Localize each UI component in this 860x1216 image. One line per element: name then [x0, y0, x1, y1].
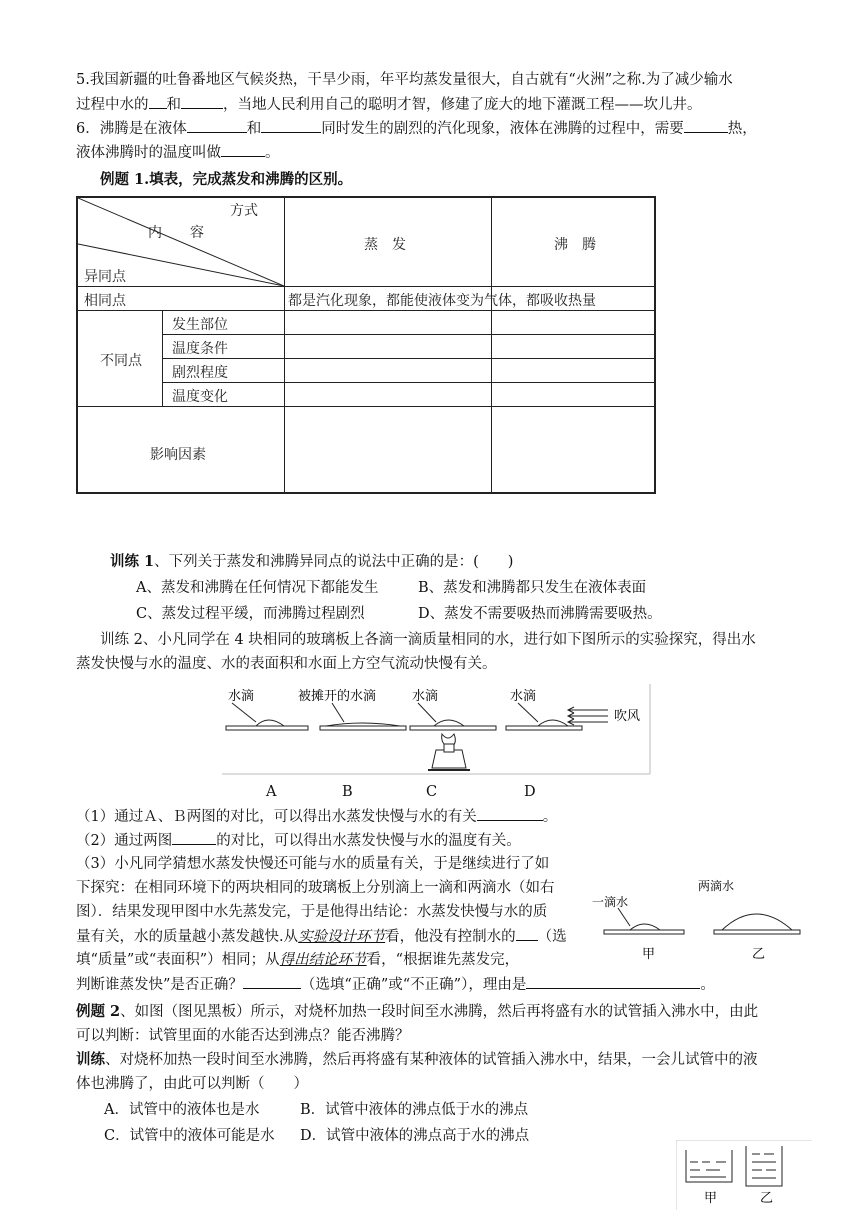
sub3-text: 看，他没有控制水的 — [385, 929, 516, 945]
sub-row: 温度变化 — [172, 389, 228, 405]
sub3-line5 — [76, 950, 519, 970]
figure-letter-d: D — [524, 784, 536, 800]
train1-option-c: C、蒸发过程平缓，而沸腾过程剧烈 — [136, 606, 365, 622]
sub3-line1: （3）小凡同学猜想水蒸发快慢还可能与水的质量有关，于是继续进行了如 — [76, 856, 550, 872]
figure-letter-b: B — [342, 784, 353, 800]
train3-option-a: A．试管中的液体也是水 — [104, 1102, 260, 1118]
train3-option-c: C．试管中的液体可能是水 — [104, 1128, 275, 1144]
sub-row: 剧烈程度 — [172, 365, 228, 381]
same-content: 都是汽化现象，都能使液体变为气体，都吸收热量 — [288, 293, 596, 309]
table-divider — [162, 382, 654, 383]
train3-label: 训练 — [76, 1051, 105, 1068]
q5-text: 过程中水的 — [76, 97, 149, 113]
q5-text: 和 — [166, 97, 181, 113]
table-divider — [78, 310, 654, 311]
col-boiling: 沸 腾 — [554, 237, 596, 253]
train2-line2: 蒸发快慢与水的温度、水的表面积和水面上方空气流动快慢有关。 — [76, 656, 497, 672]
drops-figure — [592, 876, 804, 962]
blank[interactable] — [149, 94, 167, 109]
example2-line2: 可以判断：试管里面的水能否达到沸点？能否沸腾？ — [76, 1028, 410, 1044]
sub3-text: 判断谁蒸发快”是否正确？ — [76, 977, 243, 993]
blank[interactable] — [261, 118, 321, 133]
figure-letter-a: A — [266, 784, 277, 800]
train3-line2: 体也沸腾了，由此可以判断（ ） — [76, 1076, 308, 1092]
label-a: 水滴 — [228, 689, 255, 704]
q5-line2 — [76, 94, 702, 115]
sub3-text: 填“质量”或“表面积”）相同；从 — [76, 952, 280, 968]
header-mid: 内 容 — [148, 225, 204, 241]
two-drops-label: 两滴水 — [698, 879, 735, 893]
sub3-line6 — [76, 974, 715, 995]
q5-line1: 5.我国新疆的吐鲁番地区气候炎热，干旱少雨，年平均蒸发量很大，自古就有“火洲”之称.为了减少输水 — [76, 72, 733, 88]
col-evaporation: 蒸 发 — [364, 237, 406, 253]
table-divider — [491, 198, 492, 494]
blank[interactable] — [243, 974, 301, 989]
sub2-text: （2）通过两图 — [76, 833, 173, 849]
label-b: 被摊开的水滴 — [298, 689, 377, 704]
q5-text: ，当地人民利用自己的聪明才智，修建了庞大的地下灌溉工程——坎儿井。 — [223, 97, 702, 113]
table-divider — [78, 286, 654, 287]
q6-line2 — [76, 142, 280, 163]
row-same: 相同点 — [84, 293, 126, 309]
beaker-yi-label: 乙 — [760, 1191, 774, 1206]
beaker-jia-label: 甲 — [704, 1191, 718, 1206]
blank[interactable] — [181, 94, 223, 109]
sub3-text: 。 — [700, 977, 715, 993]
sub2-text: 的对比，可以得出水蒸发快慢与水的温度有关。 — [216, 833, 521, 849]
label-c: 水滴 — [412, 689, 439, 704]
label-d: 水滴 — [510, 689, 537, 704]
sub1-text: 。 — [542, 809, 558, 825]
q6-text: 和 — [246, 121, 262, 137]
q6-text: 6．沸腾是在液体 — [76, 121, 187, 137]
sub3-emphasis: 实验设计环节 — [298, 929, 386, 945]
example2-line1 — [76, 1002, 758, 1022]
figure-letter-c: C — [426, 784, 438, 800]
train1-label: 训练 1 — [110, 553, 155, 570]
example2-text: 、如图（图见黑板）所示，对烧杯加热一段时间至水沸腾，然后再将盛有水的试管插入沸水中，由此 — [120, 1004, 759, 1020]
sub3-emphasis: 得出结论环节 — [279, 952, 367, 968]
train3-text: 、对烧杯加热一段时间至水沸腾，然后再将盛有某种液体的试管插入沸水中，结果，一会儿试管中的液 — [105, 1052, 758, 1068]
train1-text: 、下列关于蒸发和沸腾异同点的说法中正确的是：( ) — [154, 554, 514, 570]
blank[interactable] — [526, 974, 700, 989]
train3-option-d: D．试管中液体的沸点高于水的沸点 — [300, 1128, 530, 1144]
train2-line1: 训练 2、小凡同学在 4 块相同的玻璃板上各滴一滴质量相同的水，进行如下图所示的实验探究，得出水 — [100, 632, 756, 648]
sub-row: 发生部位 — [172, 317, 228, 333]
example2-label: 例题 2 — [76, 1003, 121, 1020]
table-divider — [284, 198, 285, 494]
table-divider — [162, 334, 654, 335]
sub3-text: 量有关，水的质量越小蒸发越快.从 — [76, 929, 299, 945]
sub3-line4 — [76, 926, 567, 947]
q6-line1 — [76, 118, 757, 139]
sub-row: 温度条件 — [172, 341, 228, 357]
sub3-text: 看，“根据谁先蒸发完， — [366, 952, 520, 968]
train3-option-b: B．试管中液体的沸点低于水的沸点 — [300, 1102, 529, 1118]
row-factors: 影响因素 — [150, 447, 206, 463]
one-drop-label: 一滴水 — [592, 895, 629, 909]
yi-label: 乙 — [752, 947, 766, 962]
sub3-line3: 图）．结果发现甲图中水先蒸发完，于是他得出结论：水蒸发快慢与水的质 — [76, 904, 548, 920]
q6-text: 液体沸腾时的温度叫做 — [76, 145, 221, 161]
beaker-figure — [676, 1140, 812, 1210]
blank[interactable] — [516, 926, 538, 941]
blank[interactable] — [221, 142, 265, 157]
q6-text: 。 — [265, 145, 280, 161]
header-top: 方式 — [230, 203, 258, 219]
train3-line1 — [76, 1050, 758, 1070]
train1-stem — [110, 552, 513, 572]
q6-text: 热， — [727, 121, 757, 137]
train1-option-a: A、蒸发和沸腾在任何情况下都能发生 — [136, 580, 379, 596]
sub1-text: （1）通过Ａ、Ｂ两图的对比，可以得出水蒸发快慢与水的有关 — [76, 809, 477, 825]
train1-option-b: B、蒸发和沸腾都只发生在液体表面 — [418, 580, 647, 596]
example1-title: 例题 1.填表，完成蒸发和沸腾的区别。 — [100, 171, 353, 188]
blank[interactable] — [684, 118, 728, 133]
comparison-table — [76, 196, 656, 494]
sub3-line2: 下探究：在相同环境下的两块相同的玻璃板上分别滴上一滴和两滴水（如右 — [76, 880, 555, 896]
blank[interactable] — [172, 830, 216, 845]
sub2 — [76, 830, 521, 851]
evaporation-figure — [222, 684, 652, 776]
sub3-text: （选填“正确”或“不正确”），理由是 — [300, 977, 527, 993]
train1-option-d: D、蒸发不需要吸热而沸腾需要吸热。 — [418, 606, 662, 622]
sub3-text: （选 — [537, 929, 567, 945]
table-divider — [162, 358, 654, 359]
jia-label: 甲 — [642, 947, 656, 962]
row-diff: 不同点 — [100, 353, 142, 369]
label-wind: 吹风 — [614, 709, 641, 724]
table-divider — [78, 406, 654, 407]
q6-text: 同时发生的剧烈的汽化现象，液体在沸腾的过程中，需要 — [321, 121, 684, 137]
header-bottom: 异同点 — [84, 269, 126, 285]
sub1 — [76, 806, 557, 827]
blank[interactable] — [187, 118, 247, 133]
blank[interactable] — [477, 806, 543, 821]
